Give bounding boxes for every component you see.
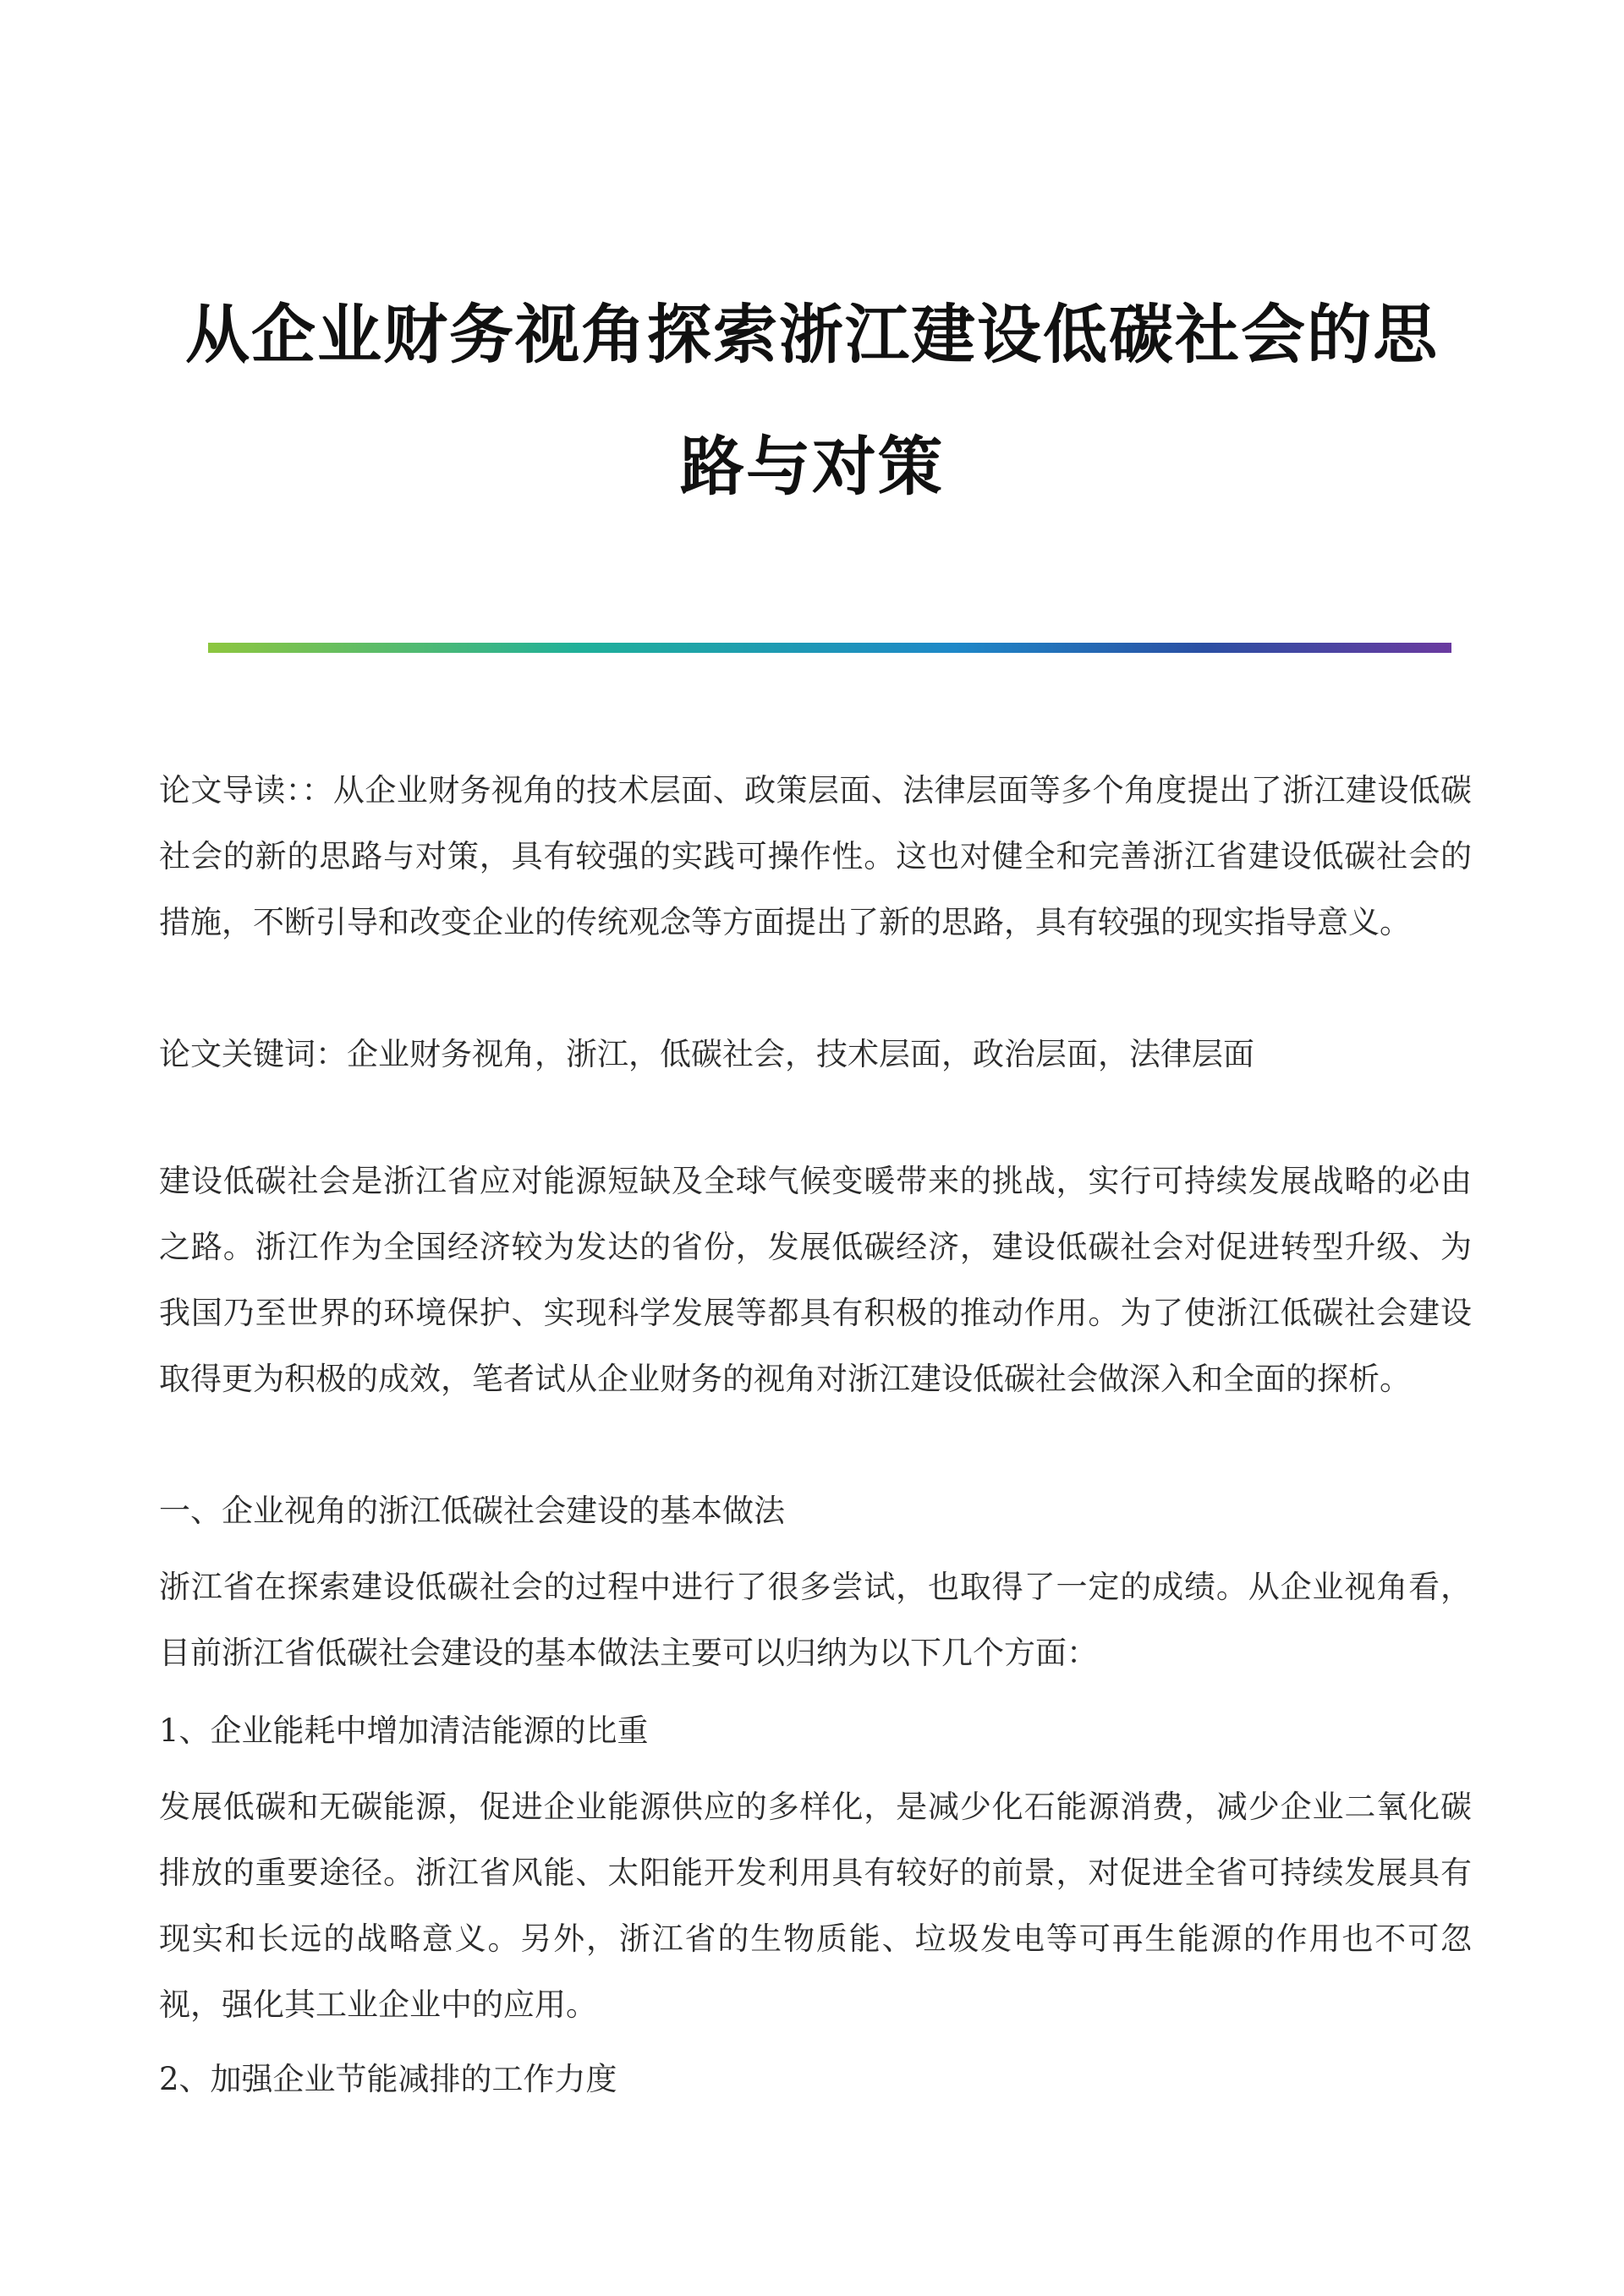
item-1-paragraph: 发展低碳和无碳能源，促进企业能源供应的多样化，是减少化石能源消费，减少企业二氧化碳排放的重要途径。浙江省风能、太阳能开发利用具有较好的前景，对促进全省可持续发展具有现实和长远的战略意义。另外，浙江省的生物质能、垃圾发电等可再生能源的作用也不可忽视，强化其工业企业中的应用。 [159, 1789, 1472, 2023]
section-1-paragraph: 浙江省在探索建设低碳社会的过程中进行了很多尝试，也取得了一定的成绩。从企业视角看，目前浙江省低碳社会建设的基本做法主要可以归纳为以下几个方面： [159, 1569, 1472, 1671]
section-1-heading: 一、企业视角的浙江低碳社会建设的基本做法 [159, 1493, 785, 1529]
title-line-2: 路与对策 [680, 429, 944, 504]
item-1-heading: 1、企业能耗中增加清洁能源的比重 [159, 1712, 649, 1749]
abstract-paragraph: 论文导读：：从企业财务视角的技术层面、政策层面、法律层面等多个角度提出了浙江建设低碳社会的新的思路与对策，具有较强的实践可操作性。这也对健全和完善浙江省建设低碳社会的措施，不断引导和改变企业的传统观念等方面提出了新的思路，具有较强的现实指导意义。 [159, 772, 1472, 940]
document-title [0, 269, 1624, 533]
title-line-1: 从企业财务视角探索浙江建设低碳社会的思 [185, 297, 1439, 372]
item-2-heading: 2、加强企业节能减排的工作力度 [159, 2061, 617, 2097]
intro-paragraph: 建设低碳社会是浙江省应对能源短缺及全球气候变暖带来的挑战，实行可持续发展战略的必由之路。浙江作为全国经济较为发达的省份，发展低碳经济，建设低碳社会对促进转型升级、为我国乃至世界的环境保护、实现科学发展等都具有积极的推动作用。为了使浙江低碳社会建设取得更为积极的成效，笔者试从企业财务的视角对浙江建设低碳社会做深入和全面的探析。 [159, 1163, 1472, 1397]
keywords-line: 论文关键词：企业财务视角，浙江，低碳社会，技术层面，政治层面，法律层面 [159, 1036, 1254, 1072]
gradient-divider [208, 643, 1451, 653]
